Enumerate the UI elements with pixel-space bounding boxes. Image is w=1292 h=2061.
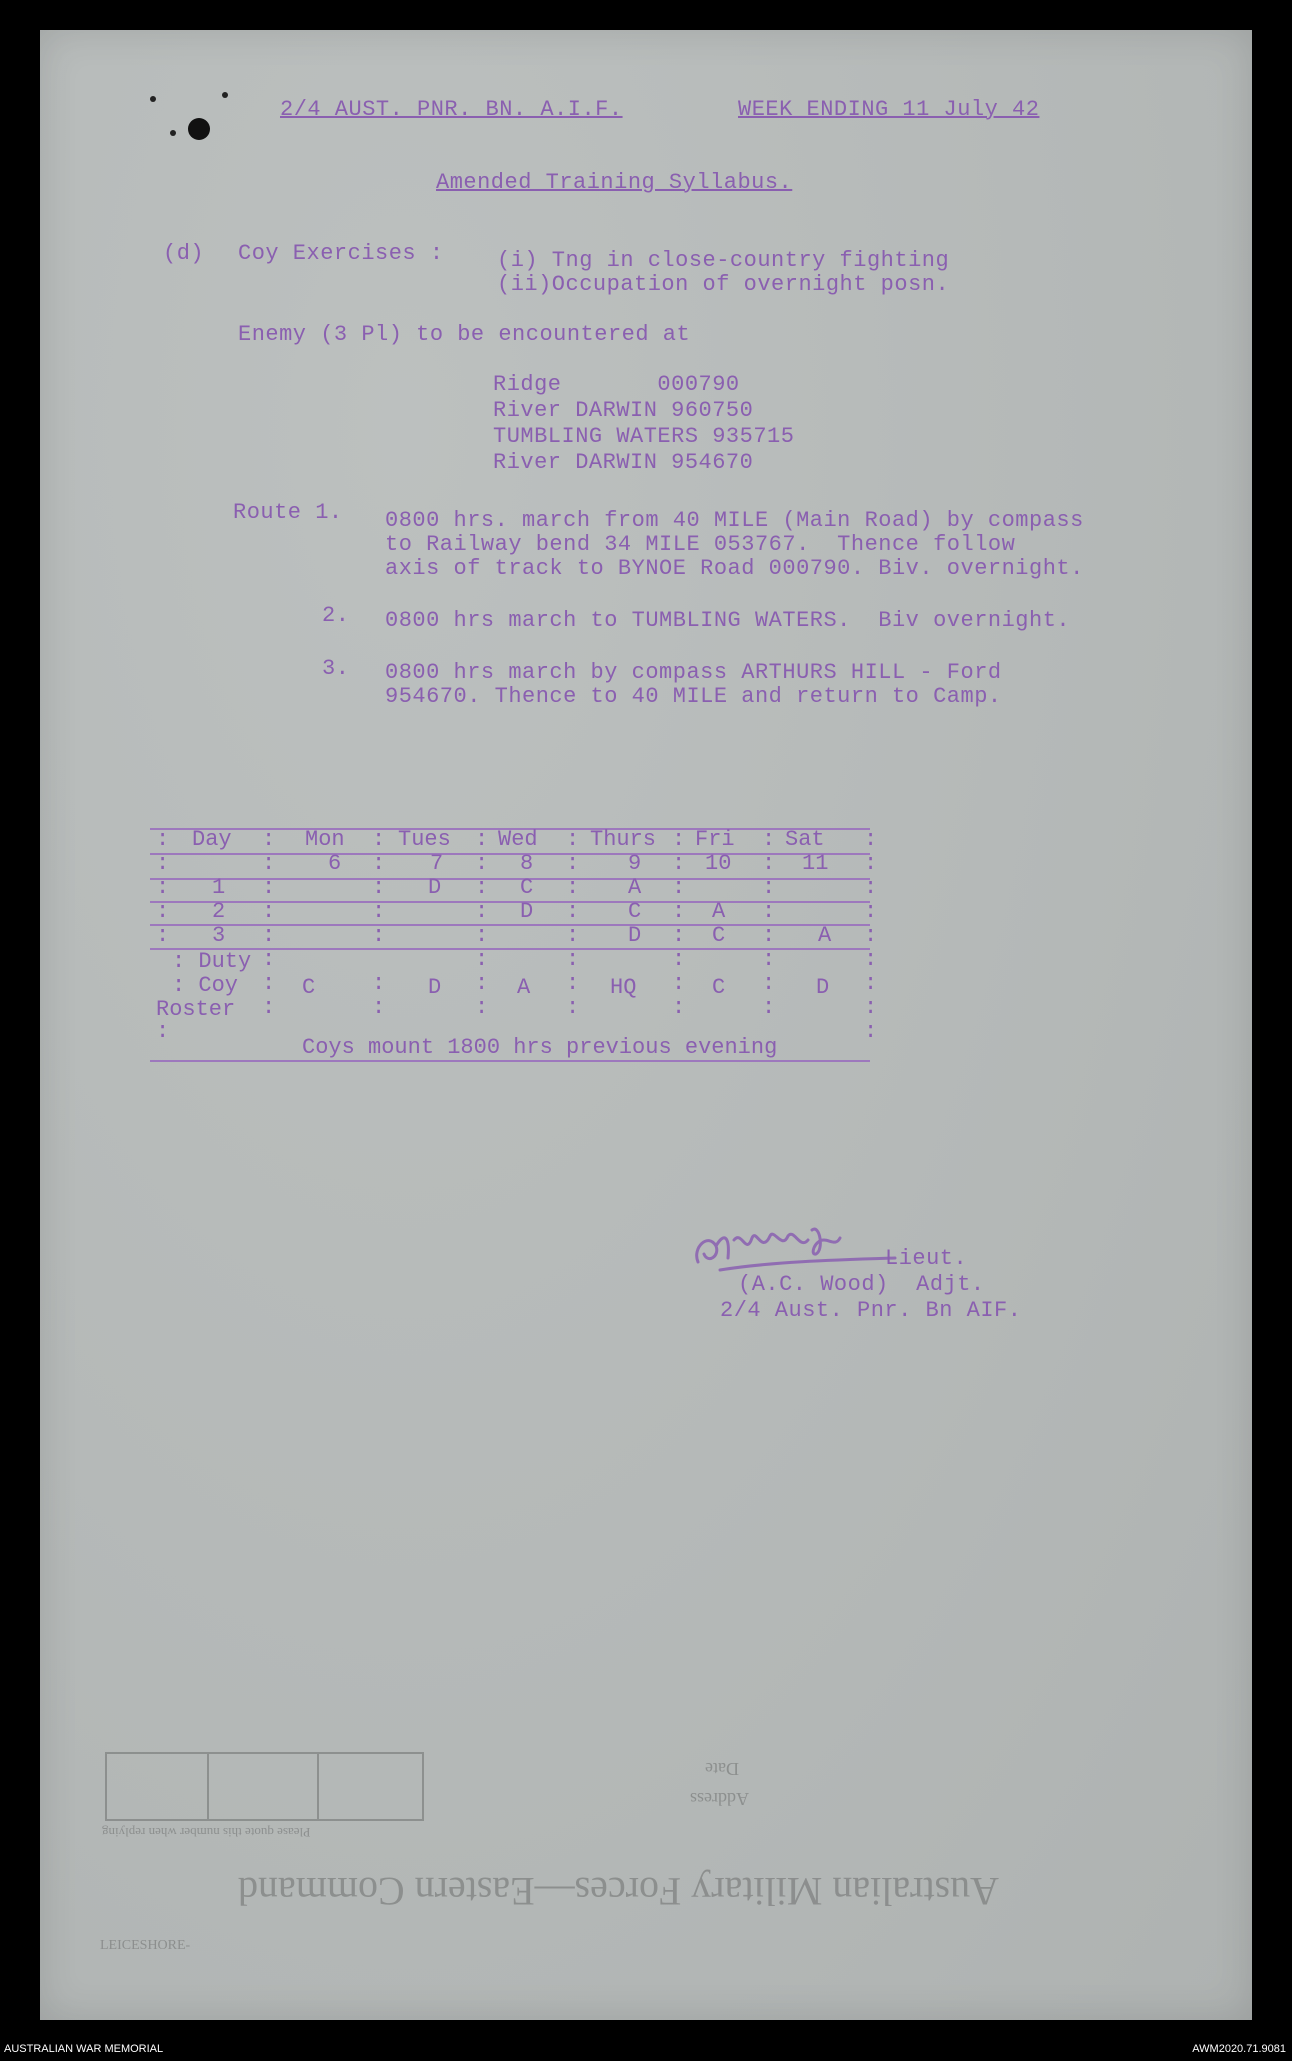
row-number: 2 xyxy=(212,899,226,924)
schedule-cell: D xyxy=(428,875,442,900)
ink-speck xyxy=(222,92,228,98)
day-header: Fri xyxy=(695,827,735,852)
day-header: Thurs xyxy=(590,827,657,852)
exercise-item: (i) Tng in close-country fighting xyxy=(497,248,950,273)
table-separator: : : : : : : : xyxy=(372,827,386,1020)
route-label: Route 1. xyxy=(233,500,343,525)
enemy-location: TUMBLING WATERS 935715 xyxy=(493,424,795,449)
schedule-cell: D xyxy=(628,923,642,948)
bleedthrough-box xyxy=(105,1752,424,1821)
exercise-label: (d) xyxy=(163,241,205,266)
table-separator: : : : : : : : : xyxy=(566,827,580,1020)
duty-cell: C xyxy=(712,975,726,1000)
route-line: axis of track to BYNOE Road 000790. Biv. overnight. xyxy=(385,556,1084,581)
schedule-cell: A xyxy=(712,899,726,924)
signature-rank: Lieut. xyxy=(885,1246,968,1271)
enemy-location: River DARWIN 954670 xyxy=(493,450,754,475)
unit-header: 2/4 AUST. PNR. BN. A.I.F. xyxy=(280,97,623,122)
bleedthrough-address: Address xyxy=(690,1789,749,1809)
enemy-location: Ridge 000790 xyxy=(493,372,740,397)
table-separator: : : : : : : xyxy=(156,827,170,1044)
row-number: 3 xyxy=(212,923,226,948)
date-cell: 10 xyxy=(705,851,732,876)
bleedthrough-title: Australian Military Forces—Eastern Command xyxy=(238,1869,999,1914)
route-line: to Railway bend 34 MILE 053767. Thence follow xyxy=(385,532,1016,557)
week-ending: WEEK ENDING 11 July 42 xyxy=(738,97,1040,122)
schedule-cell: C xyxy=(520,875,534,900)
footer-source: AUSTRALIAN WAR MEMORIAL xyxy=(4,2043,164,2055)
exercise-item: (ii)Occupation of overnight posn. xyxy=(497,272,950,297)
duty-label: : Duty xyxy=(172,949,252,974)
table-separator: : : : : : : : : xyxy=(262,827,276,1020)
document-title: Amended Training Syllabus. xyxy=(436,170,793,195)
duty-label: : Coy xyxy=(172,973,239,998)
route-line: 954670. Thence to 40 MILE and return to Camp. xyxy=(385,684,1002,709)
table-separator: : : : : : : : : : xyxy=(864,827,878,1044)
route-line: 0800 hrs march by compass ARTHURS HILL - Ford xyxy=(385,660,1002,685)
duty-cell: D xyxy=(428,975,442,1000)
day-header: Sat xyxy=(785,827,825,852)
schedule-cell: A xyxy=(818,923,832,948)
ink-speck xyxy=(170,130,176,136)
enemy-heading: Enemy (3 Pl) to be encountered at xyxy=(238,322,691,347)
route-label: 2. xyxy=(322,603,350,628)
schedule-cell: C xyxy=(712,923,726,948)
date-cell: 6 xyxy=(328,851,342,876)
duty-cell: HQ xyxy=(610,975,637,1000)
enemy-location: River DARWIN 960750 xyxy=(493,398,754,423)
duty-cell: D xyxy=(816,975,830,1000)
bleedthrough-stamp: LEICESHORE- xyxy=(100,1938,191,1953)
table-separator: : : : : : : : : xyxy=(762,827,776,1020)
route-line: 0800 hrs march to TUMBLING WATERS. Biv overnight. xyxy=(385,608,1071,633)
punch-hole xyxy=(188,118,210,140)
signature-unit: 2/4 Aust. Pnr. Bn AIF. xyxy=(720,1298,1022,1323)
table-note: Coys mount 1800 hrs previous evening xyxy=(302,1035,778,1060)
ink-speck xyxy=(150,96,156,102)
duty-cell: C xyxy=(302,975,316,1000)
table-separator: : : : : : : : : xyxy=(475,827,489,1020)
schedule-cell: C xyxy=(628,899,642,924)
date-cell: 9 xyxy=(628,851,642,876)
route-label: 3. xyxy=(322,656,350,681)
date-cell: 7 xyxy=(430,851,444,876)
footer-accession: AWM2020.71.9081 xyxy=(1192,2043,1286,2055)
schedule-cell: A xyxy=(628,875,642,900)
row-number: 1 xyxy=(212,875,226,900)
day-header: Wed xyxy=(498,827,538,852)
date-cell: 8 xyxy=(520,851,534,876)
schedule-table xyxy=(150,827,878,1064)
bleedthrough-small: Please quote this number when replying xyxy=(102,1825,311,1840)
exercise-heading: Coy Exercises : xyxy=(238,241,444,266)
date-cell: 11 xyxy=(802,851,829,876)
day-header: Tues xyxy=(398,827,451,852)
duty-cell: A xyxy=(517,975,531,1000)
route-line: 0800 hrs. march from 40 MILE (Main Road) by compass xyxy=(385,508,1084,533)
table-separator: : : : : : : : : xyxy=(672,827,686,1020)
day-header: Day xyxy=(192,827,232,852)
day-header: Mon xyxy=(305,827,345,852)
bleedthrough-date: Date xyxy=(705,1759,739,1779)
schedule-cell: D xyxy=(520,899,534,924)
signature-name: (A.C. Wood) Adjt. xyxy=(738,1272,985,1297)
duty-label: Roster xyxy=(156,997,236,1022)
